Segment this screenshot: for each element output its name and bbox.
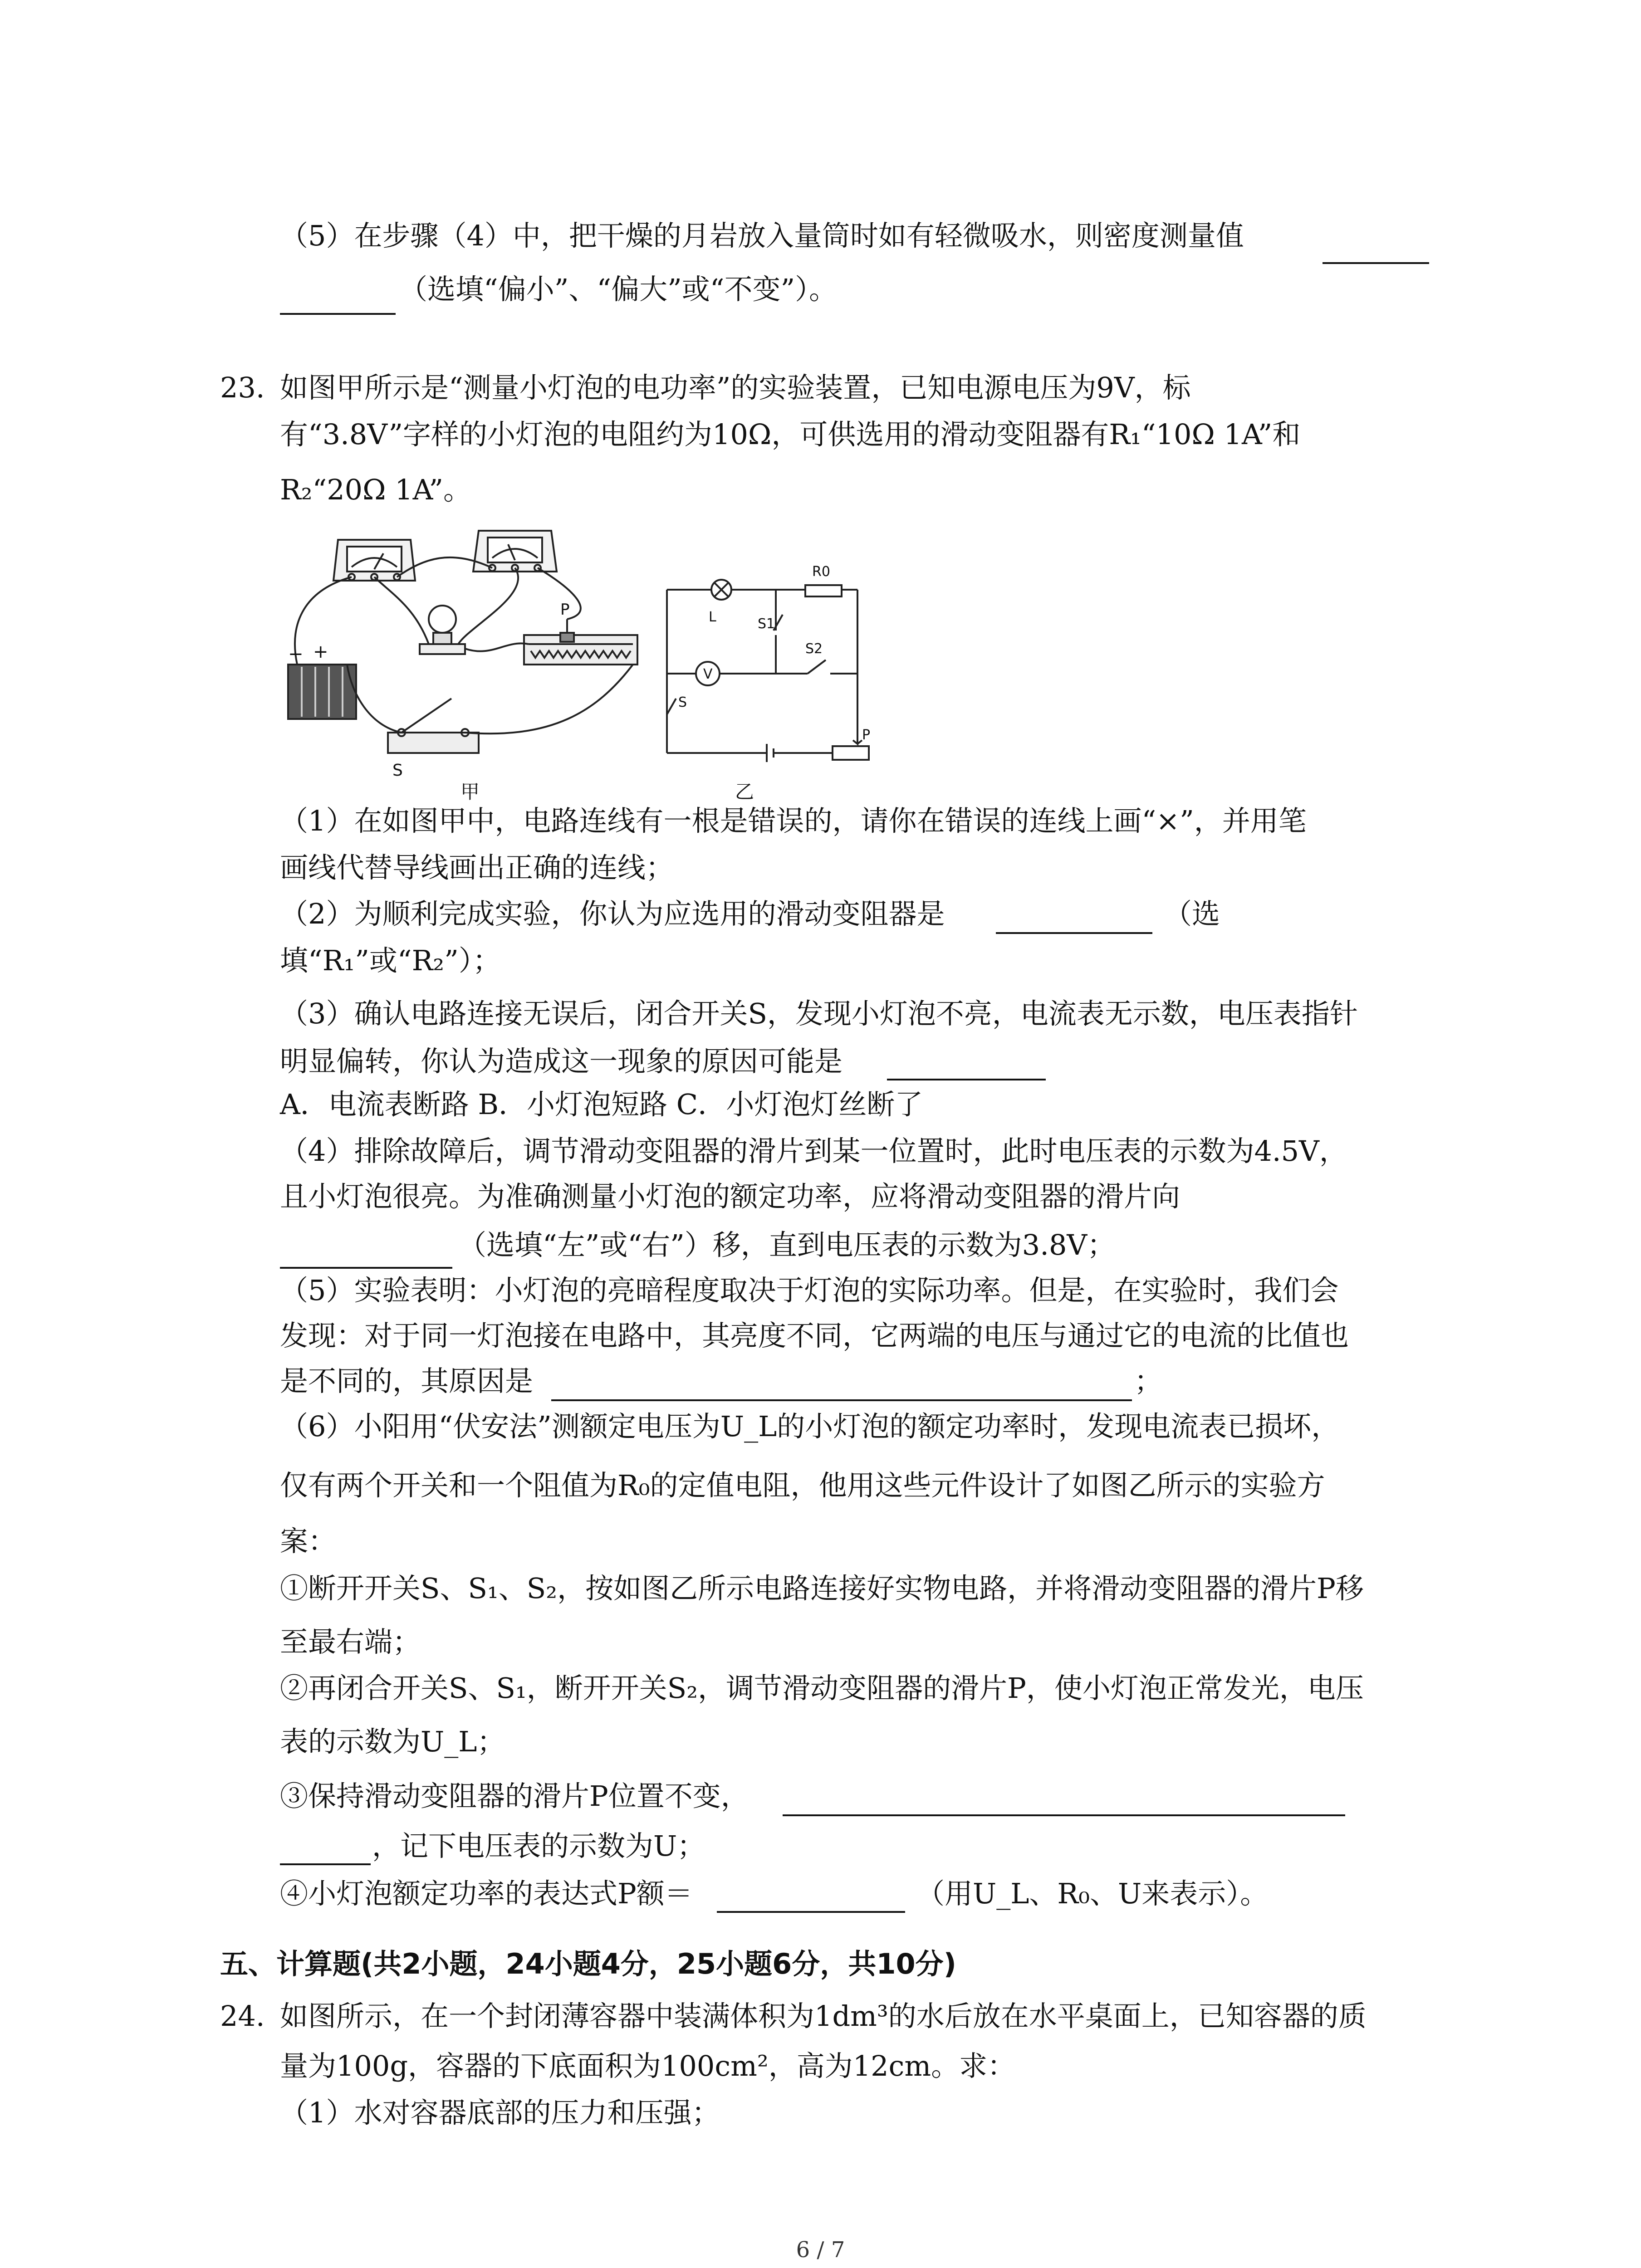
figure-yi-caption: 乙: [735, 781, 754, 803]
figure-yi: [658, 562, 894, 803]
q23-p6b: 仅有两个开关和一个阻值为R₀的定值电阻，他用这些元件设计了如图乙所示的实验方: [280, 1469, 1325, 1502]
q23-p1a: （1）在如图甲中，电路连线有一根是错误的，请你在错误的连线上画“×”，并用笔: [280, 804, 1307, 837]
label-s: S: [678, 694, 687, 710]
rheostat-icon: [524, 619, 637, 665]
label-l: L: [709, 609, 716, 625]
label-s2: S2: [805, 641, 823, 657]
q23-step3-blank-a: [783, 1814, 1345, 1816]
q23-p5-blank: [551, 1399, 1132, 1401]
q23-p3c: A．电流表断路 B．小灯泡短路 C．小灯泡灯丝断了: [280, 1088, 923, 1121]
q23-step4b: （用U_L、R₀、U来表示）。: [916, 1877, 1269, 1910]
q23-p2a-tail: （选: [1164, 897, 1220, 930]
q23-p5c: 是不同的，其原因是: [280, 1364, 534, 1398]
q23-number: 23.: [220, 371, 265, 404]
label-s1: S1: [758, 616, 775, 632]
resistor-r0-icon: [805, 585, 842, 596]
q23-step2b: 表的示数为U_L；: [280, 1725, 505, 1758]
q22-5-line1: （5）在步骤（4）中，把干燥的月岩放入量筒时如有轻微吸水，则密度测量值: [280, 219, 1244, 252]
label-p: P: [862, 727, 871, 743]
q23-step4-blank: [717, 1911, 905, 1913]
page-number: 6 / 7: [796, 2237, 845, 2263]
q23-intro3: R₂“20Ω 1A”。: [280, 473, 472, 506]
q24-line2: 量为100g，容器的下底面积为100cm²，高为12cm。求：: [280, 2049, 1016, 2082]
switch-s-label: S: [392, 761, 403, 780]
q23-p4a: （4）排除故障后，调节滑动变阻器的滑片到某一位置时，此时电压表的示数为4.5V，: [280, 1134, 1347, 1168]
q23-p3b: 明显偏转，你认为造成这一现象的原因可能是: [280, 1045, 843, 1078]
q23-step3-blank-b: [280, 1863, 371, 1865]
q24-line1: 如图所示，在一个封闭薄容器中装满体积为1dm³的水后放在水平桌面上，已知容器的质: [280, 1999, 1367, 2033]
q23-p2a: （2）为顺利完成实验，你认为应选用的滑动变阻器是: [280, 897, 945, 930]
figure-jia-caption: 甲: [460, 781, 480, 803]
q23-p5c-tail: ；: [1134, 1364, 1163, 1398]
bulb-icon: [420, 606, 465, 654]
figure-jia: [279, 522, 651, 803]
switch-icon: [388, 699, 479, 753]
q23-p2b: 填“R₁”或“R₂”）；: [280, 944, 501, 977]
q23-step3b: ，记下电压表的示数为U；: [372, 1829, 705, 1862]
q23-p4-blank: [280, 1267, 452, 1269]
q23-p5b: 发现：对于同一灯泡接在电路中，其亮度不同，它两端的电压与通过它的电流的比值也: [280, 1319, 1349, 1352]
q22-5-blank-b: [280, 313, 396, 315]
q23-p4b: 且小灯泡很亮。为准确测量小灯泡的额定功率，应将滑动变阻器的滑片向: [280, 1180, 1181, 1213]
q23-step1a: ①断开开关S、S₁、S₂，按如图乙所示电路连接好实物电路，并将滑动变阻器的滑片P移: [280, 1572, 1364, 1605]
switch-s-icon: [667, 699, 676, 714]
q24-line3: （1）水对容器底部的压力和压强；: [280, 2096, 720, 2129]
ammeter-icon: [333, 540, 415, 581]
q22-5-blank-a: [1323, 262, 1429, 264]
q23-p4c: （选填“左”或“右”）移，直到电压表的示数为3.8V；: [458, 1228, 1116, 1261]
q23-p3a: （3）确认电路连接无误后，闭合开关S，发现小灯泡不亮，电流表无示数，电压表指针: [280, 997, 1358, 1030]
q24-number: 24.: [220, 1999, 265, 2033]
label-r0: R0: [812, 564, 830, 580]
switch-s2-icon: [808, 660, 826, 674]
q23-p1b: 画线代替导线画出正确的连线；: [280, 851, 674, 884]
battery-minus-label: −: [288, 644, 304, 665]
battery-plus-label: +: [313, 641, 328, 662]
q23-intro1: 如图甲所示是“测量小灯泡的电功率”的实验装置，已知电源电压为9V，标: [280, 371, 1191, 404]
q23-step4a: ④小灯泡额定功率的表达式P额＝: [280, 1877, 693, 1910]
q23-p6c: 案：: [280, 1525, 337, 1558]
battery-icon: [288, 665, 356, 719]
q23-step2a: ②再闭合开关S、S₁，断开开关S₂，调节滑动变阻器的滑片P，使小灯泡正常发光，电压: [280, 1672, 1364, 1705]
rheostat-p-label: P: [560, 601, 570, 619]
q23-step1b: 至最右端；: [280, 1625, 421, 1658]
q23-p3-blank: [887, 1079, 1046, 1080]
rheostat-yi-icon: [833, 746, 869, 760]
q23-p2-blank: [996, 932, 1152, 934]
q23-intro2: 有“3.8V”字样的小灯泡的电阻约为10Ω，可供选用的滑动变阻器有R₁“10Ω 1A”和: [280, 418, 1301, 451]
q23-step3a: ③保持滑动变阻器的滑片P位置不变，: [280, 1779, 749, 1813]
q23-p6a: （6）小阳用“伏安法”测额定电压为U_L的小灯泡的额定功率时，发现电流表已损坏，: [280, 1410, 1340, 1443]
q22-5-line2: （选填“偏小”、“偏大”或“不变”）。: [399, 273, 838, 306]
label-v: V: [703, 666, 713, 682]
q23-p5a: （5）实验表明：小灯泡的亮暗程度取决于灯泡的实际功率。但是，在实验时，我们会: [280, 1274, 1339, 1307]
section5-title: 五、计算题(共2小题，24小题4分，25小题6分，共10分): [220, 1947, 956, 1980]
